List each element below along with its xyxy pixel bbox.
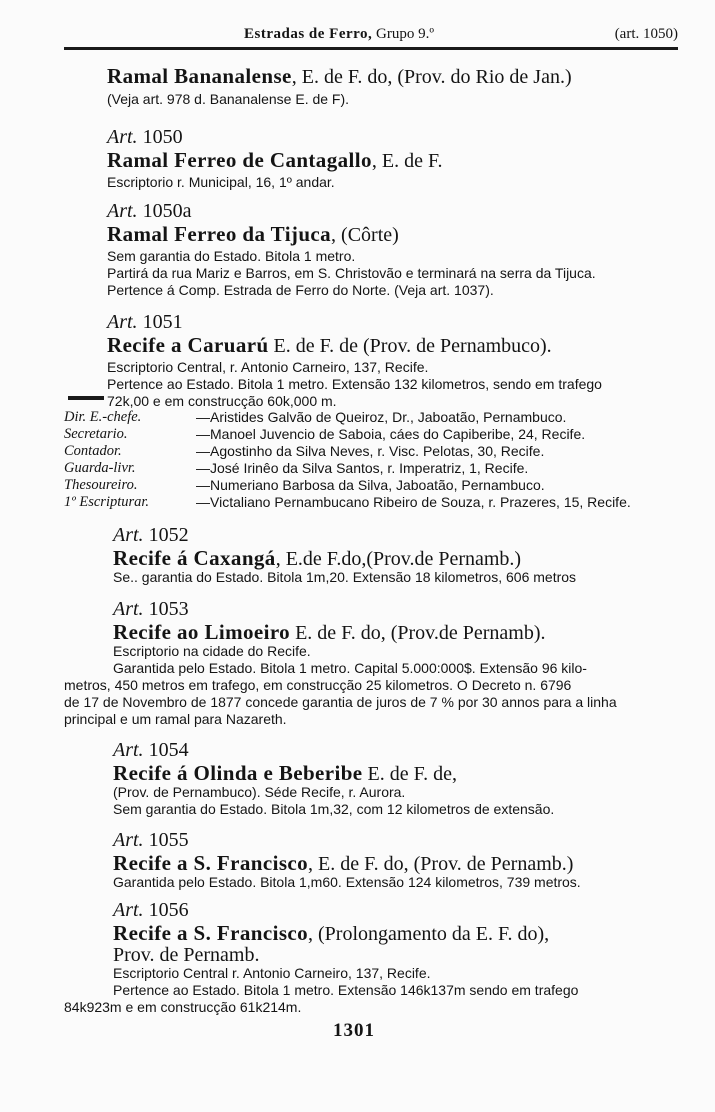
article-number: Art. 1052 — [113, 524, 189, 546]
entry-heading: Ramal Ferreo da Tijuca, (Côrte) — [107, 222, 399, 246]
entry-heading: Ramal Bananalense, E. de F. do, (Prov. do Rio de Jan.) — [107, 64, 572, 88]
article-number: Art. 1050a — [107, 200, 192, 222]
document-page: Estradas de Ferro, Grupo 9.º (art. 1050) Ramal Bananalense, E. de F. do, (Prov. do Rio de Jan.) (Veja art. 978 d. Bananalense E. de F). Art. 1050 Ramal Ferreo de Cantagallo, E. de F. Escriptorio r. Municipal, 16, 1º andar. Art. 1050a Ramal Ferreo da Tijuca, (Côrte) Sem garantia do Estado. Bitola 1 metro. Partirá da rua Mariz e Barros, em S. Christovão e terminará na serra da Tijuca. Pertence á Comp. Estrada de Ferro do Norte. (Veja art. 1037). Art. 1051 Recife a Caruarú E. de F. de (Prov. de Pernambuco). Escriptorio Central, r. Antonio Carneiro, 137, Recife. Pertence ao Estado. Bitola 1 metro. Extensão 132 kilometros, sendo em trafego 72k,00 e em construcção 60k,000 m. Dir. E.-chefe. —Aristides Galvão de Queiroz, Dr., Jaboatão, Pernambuco. Secretario. —Manoel Juvencio de Saboia, cáes do Capiberibe, 24, Recife. Contador. —Agostinho da Silva Neves, r. Visc. Pelotas, 30, Recife. Guarda-livr. —José Irinêo da Silva Santos, r. Imperatriz, 1, Recife. Thesoureiro. —Numeriano Barbosa da Silva, Jaboatão, Pernambuco. 1º Escripturar. —Victaliano Pernambucano Ribeiro de Souza, r. Prazeres, 15, Recife. Art. 1052 Recife á Caxangá, E.de F.do,(Prov.de Pernamb.) Se.. garantia do Estado. Bitola 1m,20. Extensão 18 kilometros, 606 metros Art. 1053 Recife ao Limoeiro E. de F. do, (Prov.de Pernamb). Escriptorio na cidade do Recife. Garantida pelo Estado. Bitola 1 metro. Capital 5.000:000$. Extensão 96 kilo- metros, 450 metros em trafego, em construcção 25 kilometros. O Decreto n. 6796 de 17 de Novembro de 1877 concede garantia de juros de 7 % por 30 annos para a linha principal e um ramal para Nazareth. Art. 1054 Recife á Olinda e Beberibe E. de F. de, (Prov. de Pernambuco). Séde Recife, r. Aurora. Sem garantia do Estado. Bitola 1m,32, com 12 kilometros de extensão. Art. 1055 Recife a S. Francisco, E. de F. do, (Prov. de Pernamb.) Garantida pelo Estado. Bitola 1,m60. Extensão 124 kilometros, 739 metros. Art. 1056 Recife a S. Francisco, (Prolongamento da E. F. do), Prov. de Pernamb. Escriptorio Central r. Antonio Carneiro, 137, Recife. Pertence ao Estado. Bitola 1 metro. Extensão 146k137m sendo em trafego 84k923m e em construcção 61k214m. 1301 — [64, 26, 678, 1041]
section-dash — [68, 396, 104, 400]
running-title: Estradas de Ferro, Grupo 9.º — [244, 26, 435, 42]
page-header — [64, 26, 678, 46]
running-art-ref: (art. 1050) — [614, 26, 678, 42]
page-number: 1301 — [333, 1020, 375, 1041]
entry-heading: Recife ao Limoeiro E. de F. do, (Prov.de Pernamb). — [113, 620, 546, 644]
entry-heading: Recife a S. Francisco, (Prolongamento da E. F. do), — [113, 921, 550, 945]
entry-heading: Recife a Caruarú E. de F. de (Prov. de Pernambuco). — [107, 333, 552, 357]
entry-heading: Ramal Ferreo de Cantagallo, E. de F. — [107, 148, 443, 172]
article-number: Art. 1050 — [107, 126, 183, 148]
article-number: Art. 1051 — [107, 311, 183, 333]
article-number: Art. 1053 — [113, 598, 189, 620]
entry-heading: Recife á Caxangá, E.de F.do,(Prov.de Pernamb.) — [113, 546, 522, 570]
article-number: Art. 1054 — [113, 739, 189, 761]
article-number: Art. 1056 — [113, 899, 189, 921]
header-rule — [64, 47, 678, 50]
article-number: Art. 1055 — [113, 829, 189, 851]
entry-heading: Recife á Olinda e Beberibe E. de F. de, — [113, 761, 458, 785]
entry-heading: Recife a S. Francisco, E. de F. do, (Prov. de Pernamb.) — [113, 851, 574, 875]
